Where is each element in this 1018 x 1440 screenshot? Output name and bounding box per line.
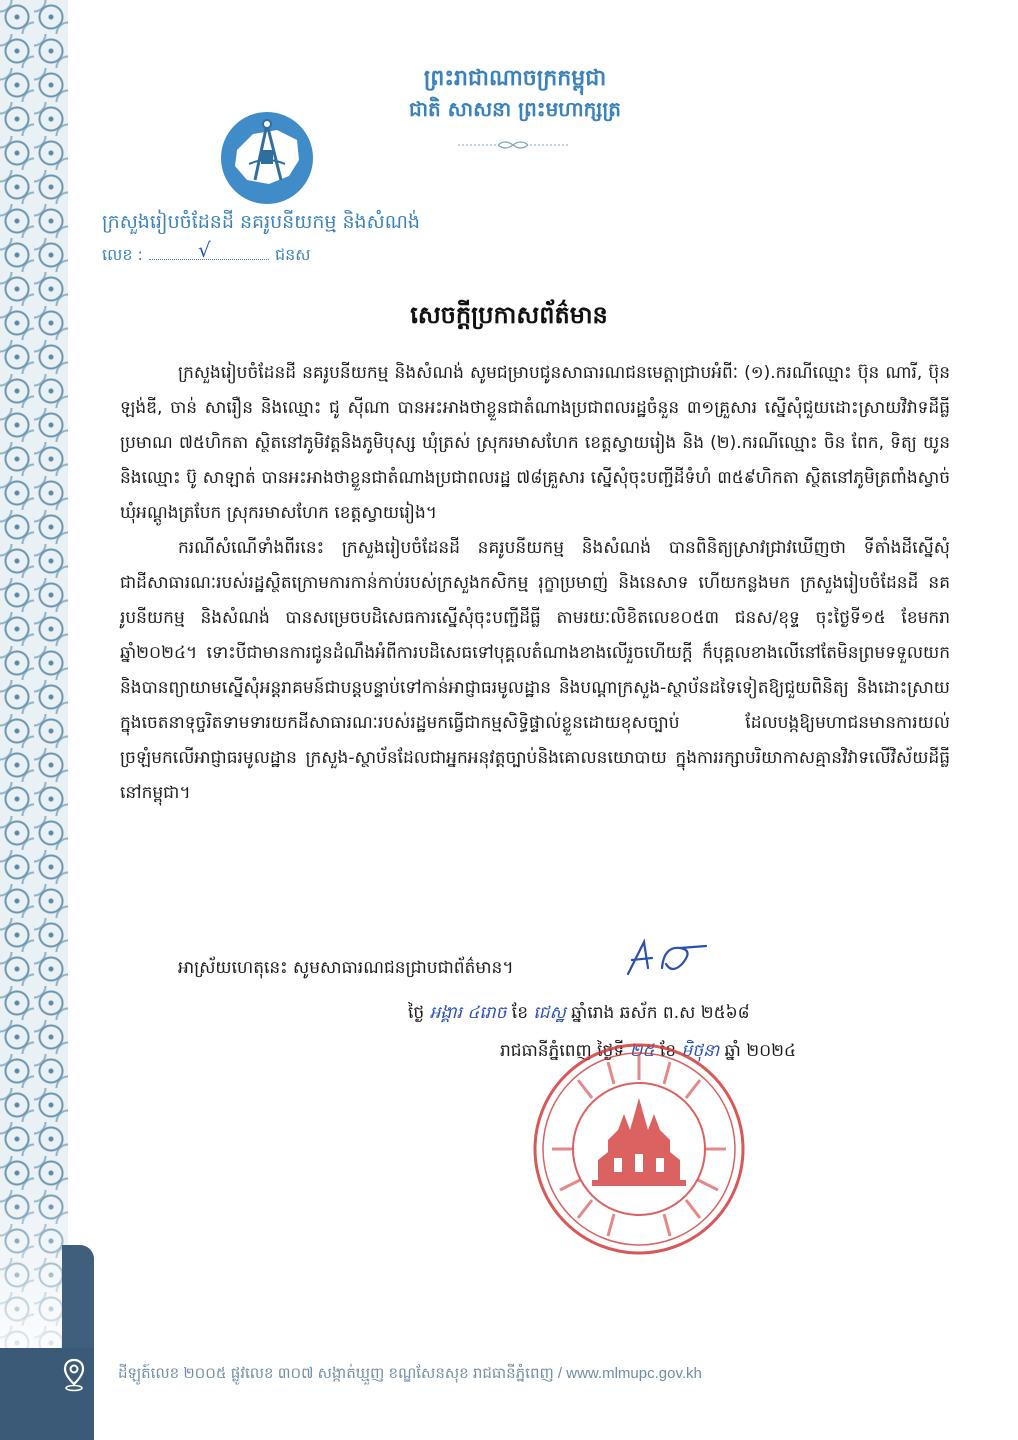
kingdom-title: ព្រះរាជាណាចក្រកម្ពុជា bbox=[423, 65, 607, 91]
lunar-day-handwritten: អង្គារ ៤រោច bbox=[429, 1003, 507, 1023]
document-body bbox=[120, 356, 950, 811]
lunar-month-handwritten: ជេស្ឋ bbox=[533, 1003, 566, 1023]
solar-day-handwritten: ២៥ bbox=[629, 1041, 655, 1061]
decorative-border-fade bbox=[0, 1180, 68, 1360]
solar-day-prefix: រាជធានីភ្នំពេញ ថ្ងៃទី bbox=[500, 1041, 625, 1061]
official-seal bbox=[530, 1040, 748, 1258]
lunar-day-prefix: ថ្ងៃ bbox=[408, 1003, 425, 1023]
reference-label: លេខ : bbox=[102, 245, 143, 264]
solar-year: ឆ្នាំ ២០២៤ bbox=[724, 1041, 797, 1061]
ornament-divider bbox=[458, 138, 568, 152]
lunar-month-label: ខែ bbox=[511, 1003, 528, 1023]
reference-tick-mark: √ bbox=[198, 238, 211, 262]
handwritten-initials bbox=[622, 934, 712, 982]
national-motto: ជាតិ សាសនា ព្រះមហាក្សត្រ bbox=[409, 97, 621, 121]
solar-month-handwritten: មិថុនា bbox=[681, 1041, 720, 1061]
body-paragraph-1: ក្រសួងរៀបចំដែនដី នគរូបនីយកម្ម និងសំណង់ សូមជម្រាបជូនសាធារណជនមេត្តាជ្រាបអំពីៈ (១).ករណីឈ្មោះ ប៊ុន ណារី, ប៊ុន ឡង់ឌី, ចាន់ សារឿន និងឈ្មោះ ជូ ស៊ីណា បានអះអាងថាខ្លួនជាតំណាងប្រជាពលរដ្ឋចំនួន ៣១គ្រួសារ ស្នើសុំជួយដោះស្រាយវិវាទដីធ្លីប្រមាណ ៧៥ហិកតា ស្ថិតនៅភូមិវត្តនិងភូមិបុស្ស ឃុំត្រស់ ស្រុករមាសហែក ខេត្តស្វាយរៀង និង (២).ករណីឈ្មោះ ចិន ពែក, ទិត្យ យូន និងឈ្មោះ ប៊ូ សាឡាត់ បានអះអាងថាខ្លួនជាតំណាងប្រជាពលរដ្ឋ ៧៨គ្រួសារ ស្នើសុំចុះបញ្ជីដីទំហំ ៣៥៩ហិកតា ស្ថិតនៅភូមិត្រពាំងស្វាច់ ឃុំអណ្តូងត្របែក ស្រុករមាសហែក ខេត្តស្វាយរៀង។ bbox=[120, 363, 950, 523]
document-title: សេចក្តីប្រកាសព័ត៌មាន bbox=[410, 301, 608, 329]
ministry-logo bbox=[219, 110, 315, 206]
kingdom-motto bbox=[380, 62, 650, 124]
ministry-name: ក្រសួងរៀបចំដែនដី នគរូបនីយកម្ម និងសំណង់ bbox=[102, 211, 420, 233]
footer-address: ដីឡូត៍លេខ ២០០៥ ផ្លូវលេខ ៣០៧ សង្កាត់ឃ្មួញ ខណ្ឌសែនសុខ រាជធានីភ្នំពេញ / www.mlmupc.gov.kh bbox=[118, 1365, 702, 1382]
solar-month-label: ខែ bbox=[659, 1041, 677, 1061]
lunar-year: ឆ្នាំរោង ឆស័ក ព.ស ២៥៦៨ bbox=[571, 1003, 750, 1023]
lunar-date bbox=[408, 1002, 750, 1027]
closing-statement: អាស្រ័យហេតុនេះ សូមសាធារណជនជ្រាបជាព័ត៌មាន។ bbox=[178, 958, 514, 978]
location-pin-icon bbox=[62, 1358, 86, 1392]
reference-suffix: ជនស bbox=[274, 245, 311, 264]
body-paragraph-2: ករណីសំណើទាំងពីរនេះ ក្រសួងរៀបចំដែនដី នគរូបនីយកម្ម និងសំណង់ បានពិនិត្យស្រាវជ្រាវឃើញថា ទីតាំងដីស្នើសុំជាដីសាធារណៈរបស់រដ្ឋស្ថិតក្រោមការកាន់កាប់របស់ក្រសួងកសិកម្ម រុក្ខាប្រមាញ់ និងនេសាទ ហើយកន្លងមក ក្រសួងរៀបចំដែនដី នគរូបនីយកម្ម និងសំណង់ បានសម្រេចបដិសេធការស្នើសុំចុះបញ្ជីដីធ្លី តាមរយៈលិខិតលេខ០៥៣ ជនស/ខុទ្ទ ចុះថ្ងៃទី១៥ ខែមករា ឆ្នាំ២០២៤។ ទោះបីជាមានការជូនដំណឹងអំពីការបដិសេធទៅបុគ្គលតំណាងខាងលើរួចហើយក្តី ក៏បុគ្គលខាងលើនៅតែមិនព្រមទទួលយក និងបានព្យាយាមស្នើសុំអន្តរាគមន៍ជាបន្តបន្ទាប់ទៅកាន់អាជ្ញាធរមូលដ្ឋាន និងបណ្តាក្រសួង-ស្ថាប័នដទៃទៀតឱ្យជួយពិនិត្យ និងដោះស្រាយ ក្នុងចេតនាទុច្ចរិតទាមទារយកដីសាធារណៈរបស់រដ្ឋមកធ្វើជាកម្មសិទ្ធិផ្ទាល់ខ្លួនដោយខុសច្បាប់ ដែលបង្កឱ្យមហាជនមានការយល់ច្រឡំមកលើអាជ្ញាធរមូលដ្ឋាន ក្រសួង-ស្ថាប័នដែលជាអ្នកអនុវត្តច្បាប់និងគោលនយោបាយ ក្នុងការរក្សាបរិយាកាសគ្មានវិវាទលើវិស័យដីធ្លីនៅកម្ពុជា។ bbox=[120, 538, 950, 803]
